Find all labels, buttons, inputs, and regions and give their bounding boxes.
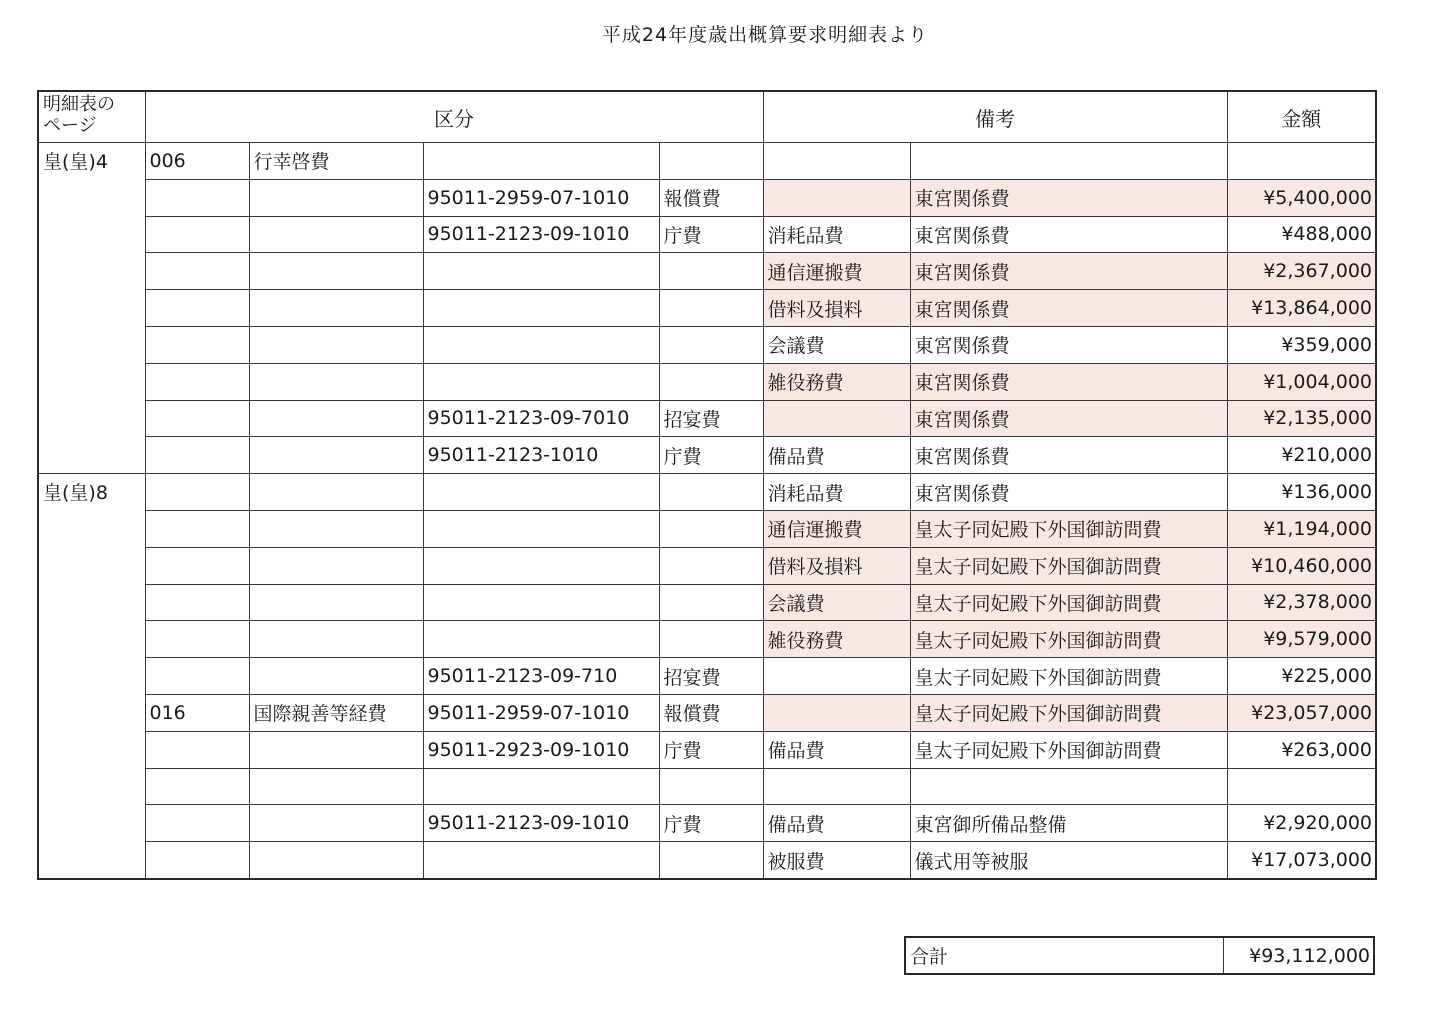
cell-name [249, 437, 423, 474]
total-box [904, 936, 1375, 975]
cell-amount: ¥359,000 [1227, 326, 1376, 363]
table-row [38, 179, 1376, 216]
cell-account: 95011-2923-09-1010 [423, 731, 659, 768]
cell-name [249, 805, 423, 842]
cell-account [423, 584, 659, 621]
cell-item [659, 363, 763, 400]
document-title: 平成24年度歳出概算要求明細表より [601, 24, 929, 46]
cell-name [249, 290, 423, 327]
table-row [38, 400, 1376, 437]
cell-note: 皇太子同妃殿下外国御訪問費 [910, 731, 1227, 768]
cell-account [423, 253, 659, 290]
cell-code [145, 621, 249, 658]
cell-note: 皇太子同妃殿下外国御訪問費 [910, 510, 1227, 547]
cell-note: 儀式用等被服 [910, 842, 1227, 879]
cell-account [423, 510, 659, 547]
cell-note: 東宮御所備品整備 [910, 805, 1227, 842]
cell-code [145, 658, 249, 695]
cell-amount [1227, 768, 1376, 805]
cell-item: 招宴費 [659, 658, 763, 695]
cell-subitem [763, 768, 910, 805]
cell-item [659, 326, 763, 363]
cell-item [659, 253, 763, 290]
cell-amount: ¥2,920,000 [1227, 805, 1376, 842]
table-row [38, 842, 1376, 879]
table-row [38, 694, 1376, 731]
cell-subitem: 通信運搬費 [763, 510, 910, 547]
cell-amount: ¥263,000 [1227, 731, 1376, 768]
cell-account: 95011-2123-09-1010 [423, 805, 659, 842]
cell-amount: ¥9,579,000 [1227, 621, 1376, 658]
cell-code [145, 290, 249, 327]
header-category: 区分 [145, 91, 763, 143]
cell-code [145, 326, 249, 363]
cell-amount: ¥5,400,000 [1227, 179, 1376, 216]
cell-name [249, 768, 423, 805]
cell-subitem: 備品費 [763, 437, 910, 474]
cell-note: 皇太子同妃殿下外国御訪問費 [910, 547, 1227, 584]
cell-item [659, 474, 763, 511]
cell-name [249, 363, 423, 400]
cell-name [249, 510, 423, 547]
table-row [38, 510, 1376, 547]
table-row [38, 731, 1376, 768]
budget-table [37, 90, 1377, 880]
cell-item [659, 510, 763, 547]
cell-note: 東宮関係費 [910, 216, 1227, 253]
cell-account [423, 290, 659, 327]
cell-subitem: 備品費 [763, 805, 910, 842]
cell-code: 006 [145, 143, 249, 180]
header-remarks: 備考 [763, 91, 1227, 143]
cell-code [145, 547, 249, 584]
cell-note: 東宮関係費 [910, 400, 1227, 437]
cell-subitem: 消耗品費 [763, 474, 910, 511]
cell-amount: ¥10,460,000 [1227, 547, 1376, 584]
table-row [38, 363, 1376, 400]
cell-item [659, 547, 763, 584]
table-row [38, 253, 1376, 290]
cell-code: 016 [145, 694, 249, 731]
table-row [38, 216, 1376, 253]
table-row [38, 805, 1376, 842]
cell-item [659, 290, 763, 327]
cell-account [423, 474, 659, 511]
table-row [38, 290, 1376, 327]
cell-note: 東宮関係費 [910, 474, 1227, 511]
cell-amount: ¥488,000 [1227, 216, 1376, 253]
cell-code [145, 400, 249, 437]
cell-note: 東宮関係費 [910, 179, 1227, 216]
cell-name [249, 584, 423, 621]
cell-name [249, 253, 423, 290]
cell-note: 皇太子同妃殿下外国御訪問費 [910, 658, 1227, 695]
cell-subitem: 消耗品費 [763, 216, 910, 253]
cell-name: 行幸啓費 [249, 143, 423, 180]
cell-subitem: 借料及損料 [763, 547, 910, 584]
cell-note: 東宮関係費 [910, 326, 1227, 363]
cell-note: 東宮関係費 [910, 363, 1227, 400]
table-row [38, 474, 1376, 511]
cell-amount: ¥1,194,000 [1227, 510, 1376, 547]
cell-amount: ¥210,000 [1227, 437, 1376, 474]
cell-note: 東宮関係費 [910, 253, 1227, 290]
cell-account [423, 621, 659, 658]
cell-note [910, 143, 1227, 180]
cell-name [249, 658, 423, 695]
cell-code [145, 179, 249, 216]
cell-subitem: 備品費 [763, 731, 910, 768]
cell-code [145, 842, 249, 879]
cell-name [249, 731, 423, 768]
cell-subitem: 被服費 [763, 842, 910, 879]
cell-note: 皇太子同妃殿下外国御訪問費 [910, 694, 1227, 731]
table-row [38, 658, 1376, 695]
cell-amount: ¥225,000 [1227, 658, 1376, 695]
cell-page-ref: 皇(皇)4 [38, 143, 145, 474]
cell-name [249, 400, 423, 437]
cell-account: 95011-2123-09-1010 [423, 216, 659, 253]
header-page-line2: ページ [43, 115, 97, 136]
cell-account [423, 547, 659, 584]
cell-account [423, 326, 659, 363]
cell-account: 95011-2123-1010 [423, 437, 659, 474]
cell-name [249, 179, 423, 216]
cell-amount: ¥13,864,000 [1227, 290, 1376, 327]
cell-name [249, 547, 423, 584]
cell-item [659, 768, 763, 805]
cell-account: 95011-2123-09-710 [423, 658, 659, 695]
cell-name [249, 216, 423, 253]
cell-item: 報償費 [659, 179, 763, 216]
cell-code [145, 253, 249, 290]
total-amount: ¥93,112,000 [1223, 937, 1374, 974]
cell-item: 庁費 [659, 216, 763, 253]
table-row [38, 143, 1376, 180]
cell-code [145, 474, 249, 511]
cell-item [659, 143, 763, 180]
table-row [38, 437, 1376, 474]
cell-code [145, 363, 249, 400]
cell-account [423, 768, 659, 805]
cell-code [145, 584, 249, 621]
header-page [38, 91, 145, 143]
header-amount: 金額 [1227, 91, 1376, 143]
cell-amount: ¥1,004,000 [1227, 363, 1376, 400]
cell-name [249, 842, 423, 879]
cell-code [145, 768, 249, 805]
cell-subitem: 雑役務費 [763, 621, 910, 658]
cell-subitem [763, 179, 910, 216]
cell-amount: ¥2,378,000 [1227, 584, 1376, 621]
table-row [38, 621, 1376, 658]
cell-item: 庁費 [659, 731, 763, 768]
cell-subitem: 通信運搬費 [763, 253, 910, 290]
cell-note [910, 768, 1227, 805]
cell-name [249, 474, 423, 511]
table-row [38, 547, 1376, 584]
cell-subitem [763, 694, 910, 731]
cell-item: 招宴費 [659, 400, 763, 437]
cell-item [659, 842, 763, 879]
table-row [38, 326, 1376, 363]
cell-amount: ¥2,135,000 [1227, 400, 1376, 437]
cell-account [423, 363, 659, 400]
cell-subitem [763, 400, 910, 437]
cell-subitem: 会議費 [763, 584, 910, 621]
cell-account: 95011-2123-09-7010 [423, 400, 659, 437]
cell-code [145, 510, 249, 547]
cell-code [145, 216, 249, 253]
table-row [38, 768, 1376, 805]
cell-page-ref: 皇(皇)8 [38, 474, 145, 879]
cell-note: 皇太子同妃殿下外国御訪問費 [910, 584, 1227, 621]
cell-code [145, 731, 249, 768]
cell-item [659, 584, 763, 621]
cell-account [423, 842, 659, 879]
cell-subitem: 借料及損料 [763, 290, 910, 327]
cell-amount [1227, 143, 1376, 180]
cell-subitem: 雑役務費 [763, 363, 910, 400]
table-body [38, 143, 1376, 879]
cell-subitem: 会議費 [763, 326, 910, 363]
cell-name [249, 621, 423, 658]
cell-item: 報償費 [659, 694, 763, 731]
cell-account: 95011-2959-07-1010 [423, 694, 659, 731]
table-row [38, 584, 1376, 621]
cell-amount: ¥17,073,000 [1227, 842, 1376, 879]
header-page-line1: 明細表の [43, 94, 115, 115]
cell-note: 東宮関係費 [910, 290, 1227, 327]
cell-name: 国際親善等経費 [249, 694, 423, 731]
cell-name [249, 326, 423, 363]
header-row [38, 91, 1376, 143]
cell-code [145, 437, 249, 474]
cell-item [659, 621, 763, 658]
cell-note: 皇太子同妃殿下外国御訪問費 [910, 621, 1227, 658]
cell-amount: ¥23,057,000 [1227, 694, 1376, 731]
cell-item: 庁費 [659, 437, 763, 474]
cell-amount: ¥2,367,000 [1227, 253, 1376, 290]
total-label: 合計 [905, 937, 1223, 974]
cell-account: 95011-2959-07-1010 [423, 179, 659, 216]
cell-account [423, 143, 659, 180]
cell-note: 東宮関係費 [910, 437, 1227, 474]
cell-amount: ¥136,000 [1227, 474, 1376, 511]
cell-subitem [763, 658, 910, 695]
cell-subitem [763, 143, 910, 180]
cell-item: 庁費 [659, 805, 763, 842]
cell-code [145, 805, 249, 842]
total-row [905, 937, 1374, 974]
